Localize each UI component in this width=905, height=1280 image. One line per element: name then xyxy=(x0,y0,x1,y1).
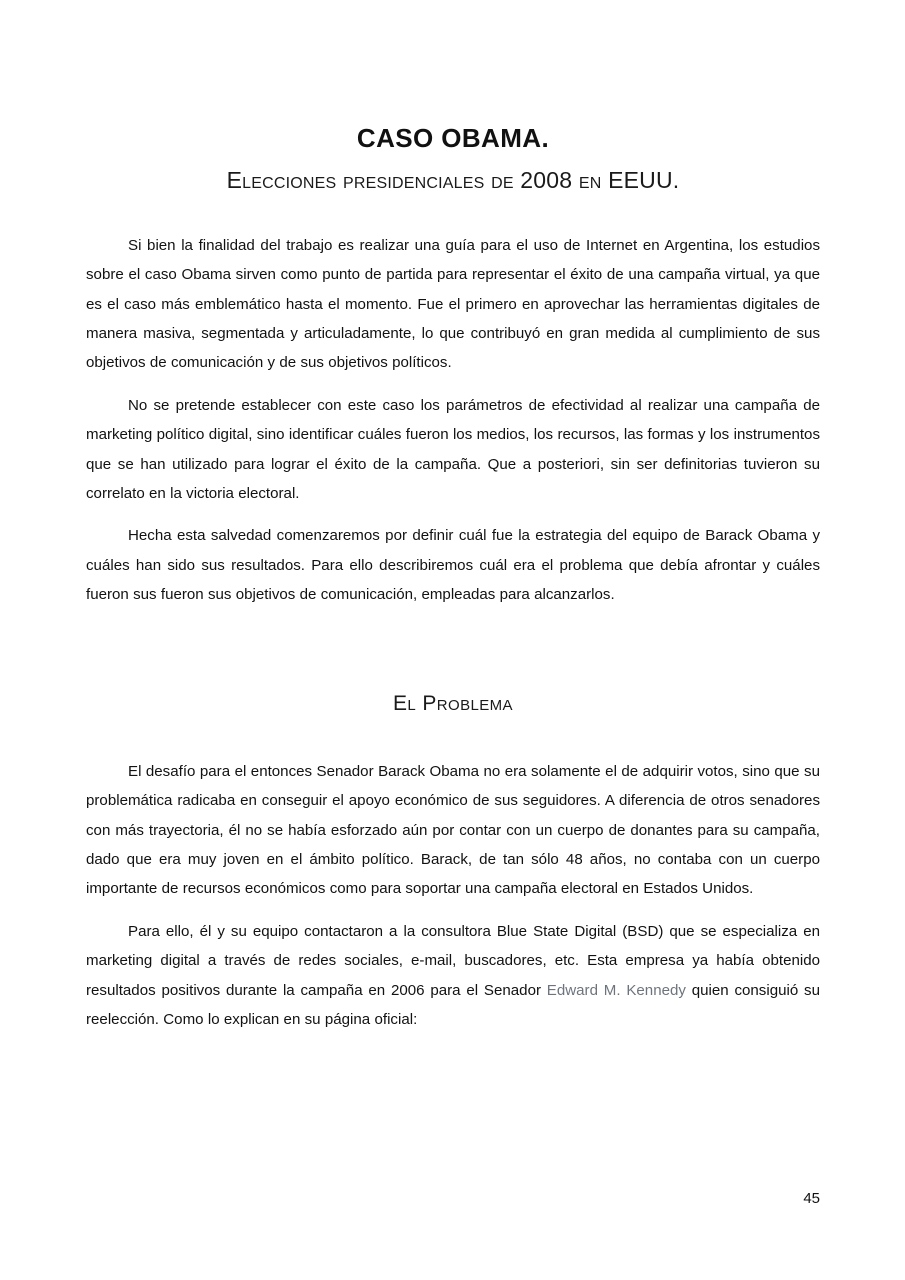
intro-section xyxy=(86,195,820,610)
page-subtitle: Elecciones presidenciales de 2008 en EEUU. xyxy=(226,167,680,194)
spacer xyxy=(86,610,820,691)
spacer xyxy=(86,716,820,757)
paragraph-text-before-link: Para ello, él y su equipo contactaron a la consultora Blue State Digital (BSD) que se especializa en marketing digital a través de redes sociales, e-mail, buscadores, etc. Esta empresa ya había obtenido resultados positivos durante la campaña en 2006 para el Senador xyxy=(86,922,820,999)
paragraph: El desafío para el entonces Senador Barack Obama no era solamente el de adquirir votos, sino que su problemática radicaba en conseguir el apoyo económico de sus seguidores. A diferencia de otros senadores con más trayectoria, él no se había esforzado aún por contar con un cuerpo de donantes para su campaña, dado que era muy joven en el ámbito político. Barack, de tan sólo 48 años, no contaba con un cuerpo importante de recursos económicos como para soportar una campaña electoral en Estados Unidos. xyxy=(86,762,820,898)
paragraph: No se pretende establecer con este caso los parámetros de efectividad al realizar una campaña de marketing político digital, sino identificar cuáles fueron los medios, los recursos, las formas y los instrumentos que se han utilizado para lograr el éxito de la campaña. Que a posteriori, sin ser definitorias tuvieron su correlato en la victoria electoral. xyxy=(86,396,820,503)
page-content xyxy=(86,0,820,1035)
paragraph: Si bien la finalidad del trabajo es realizar una guía para el uso de Internet en Argentina, los estudios sobre el caso Obama sirven como punto de partida para representar el éxito de una campaña virtual, ya que es el caso más emblemático hasta el momento. Fue el primero en aprovechar las herramientas digitales de manera masiva, segmentada y articuladamente, lo que contribuyó en gran medida al cumplimiento de sus objetivos de comunicación y de sus objetivos políticos. xyxy=(86,236,820,372)
paragraph: Hecha esta salvedad comenzaremos por definir cuál fue la estrategia del equipo de Barack Obama y cuáles han sido sus resultados. Para ello describiremos cuál era el problema que debía afrontar y cuáles fueron sus fueron sus objetivos de comunicación, empleadas para alcanzarlos. xyxy=(86,527,820,604)
section-problema-body xyxy=(86,757,820,1035)
paragraph xyxy=(86,917,820,1035)
page-title: CASO OBAMA. xyxy=(356,123,550,153)
senator-name-link[interactable]: Edward M. Kennedy xyxy=(546,981,686,999)
paragraph-text-after-link: quien consiguió su reelección. Como lo explican en su página oficial: xyxy=(86,981,820,1029)
page-number: 45 xyxy=(803,1190,820,1207)
section-heading-el-problema: El Problema xyxy=(393,691,513,715)
